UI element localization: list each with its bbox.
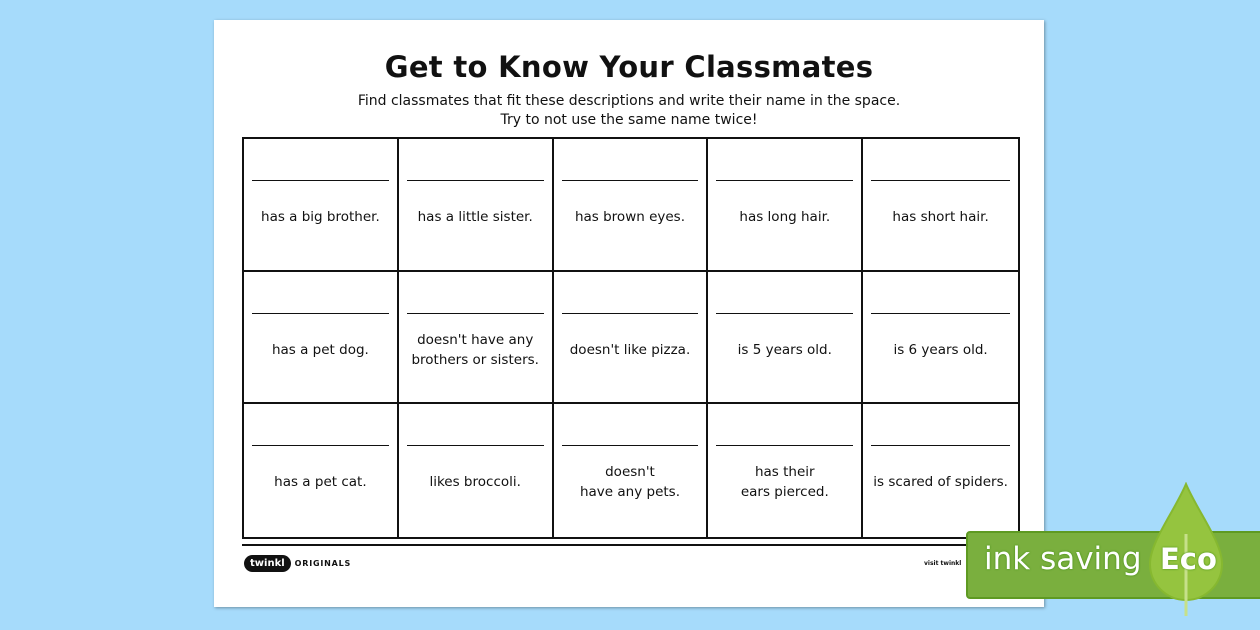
name-write-line[interactable] — [871, 313, 1010, 314]
cell-description: doesn't like pizza. — [569, 341, 691, 358]
grid-cell — [708, 404, 863, 537]
worksheet — [214, 20, 1044, 607]
name-write-line[interactable] — [407, 445, 544, 446]
cell-description: doesn't have any pets. — [579, 464, 680, 501]
cell-description: has their ears pierced. — [740, 464, 829, 501]
name-write-line[interactable] — [871, 180, 1010, 181]
grid-cell — [399, 272, 554, 405]
cell-description: is scared of spiders. — [873, 474, 1008, 491]
name-write-line[interactable] — [716, 445, 853, 446]
twinkl-originals-logo — [244, 555, 351, 572]
name-write-line[interactable] — [252, 445, 389, 446]
classmates-grid — [242, 137, 1020, 539]
name-write-line[interactable] — [716, 313, 853, 314]
name-write-line[interactable] — [252, 313, 389, 314]
instruction-line-2: Try to not use the same name twice! — [500, 112, 758, 128]
name-write-line[interactable] — [252, 180, 389, 181]
cell-description: has a big brother. — [261, 209, 380, 225]
instruction-line-1: Find classmates that fit these descriptions and write their name in the space. — [357, 93, 901, 109]
visit-text: visit twinkl — [924, 560, 962, 567]
name-write-line[interactable] — [562, 180, 699, 181]
name-write-line[interactable] — [407, 313, 544, 314]
cell-description: has long hair. — [739, 209, 831, 225]
grid-cell — [863, 272, 1018, 405]
name-write-line[interactable] — [871, 445, 1010, 446]
grid-cell — [554, 272, 709, 405]
name-write-line[interactable] — [407, 180, 544, 181]
cell-description: has brown eyes. — [574, 209, 686, 225]
footer-divider — [242, 544, 1018, 546]
grid-cell — [554, 404, 709, 537]
twinkl-logo: twinkl — [244, 555, 291, 572]
ink-saving-label: ink saving — [984, 541, 1142, 577]
cell-description: has a pet cat. — [274, 474, 367, 491]
grid-cell — [399, 139, 554, 272]
cell-description: doesn't have any brothers or sisters. — [411, 331, 539, 368]
grid-cell — [863, 139, 1018, 272]
grid-cell — [244, 404, 399, 537]
grid-cell — [708, 272, 863, 405]
eco-label: Eco — [1160, 542, 1217, 576]
grid-cell — [399, 404, 554, 537]
cell-description: has a little sister. — [417, 209, 533, 225]
grid-cell — [244, 272, 399, 405]
grid-cell — [708, 139, 863, 272]
grid-cell — [863, 404, 1018, 537]
grid-cell — [554, 139, 709, 272]
cell-description: has a pet dog. — [271, 341, 369, 358]
originals-label: ORIGINALS — [294, 559, 352, 568]
cell-description: has short hair. — [892, 209, 989, 225]
name-write-line[interactable] — [716, 180, 853, 181]
cell-description: is 5 years old. — [737, 341, 832, 358]
cell-description: likes broccoli. — [429, 474, 521, 491]
name-write-line[interactable] — [562, 445, 699, 446]
name-write-line[interactable] — [562, 313, 699, 314]
cell-description: is 6 years old. — [893, 341, 988, 358]
worksheet-title: Get to Know Your Classmates — [384, 50, 874, 84]
grid-cell — [244, 139, 399, 272]
